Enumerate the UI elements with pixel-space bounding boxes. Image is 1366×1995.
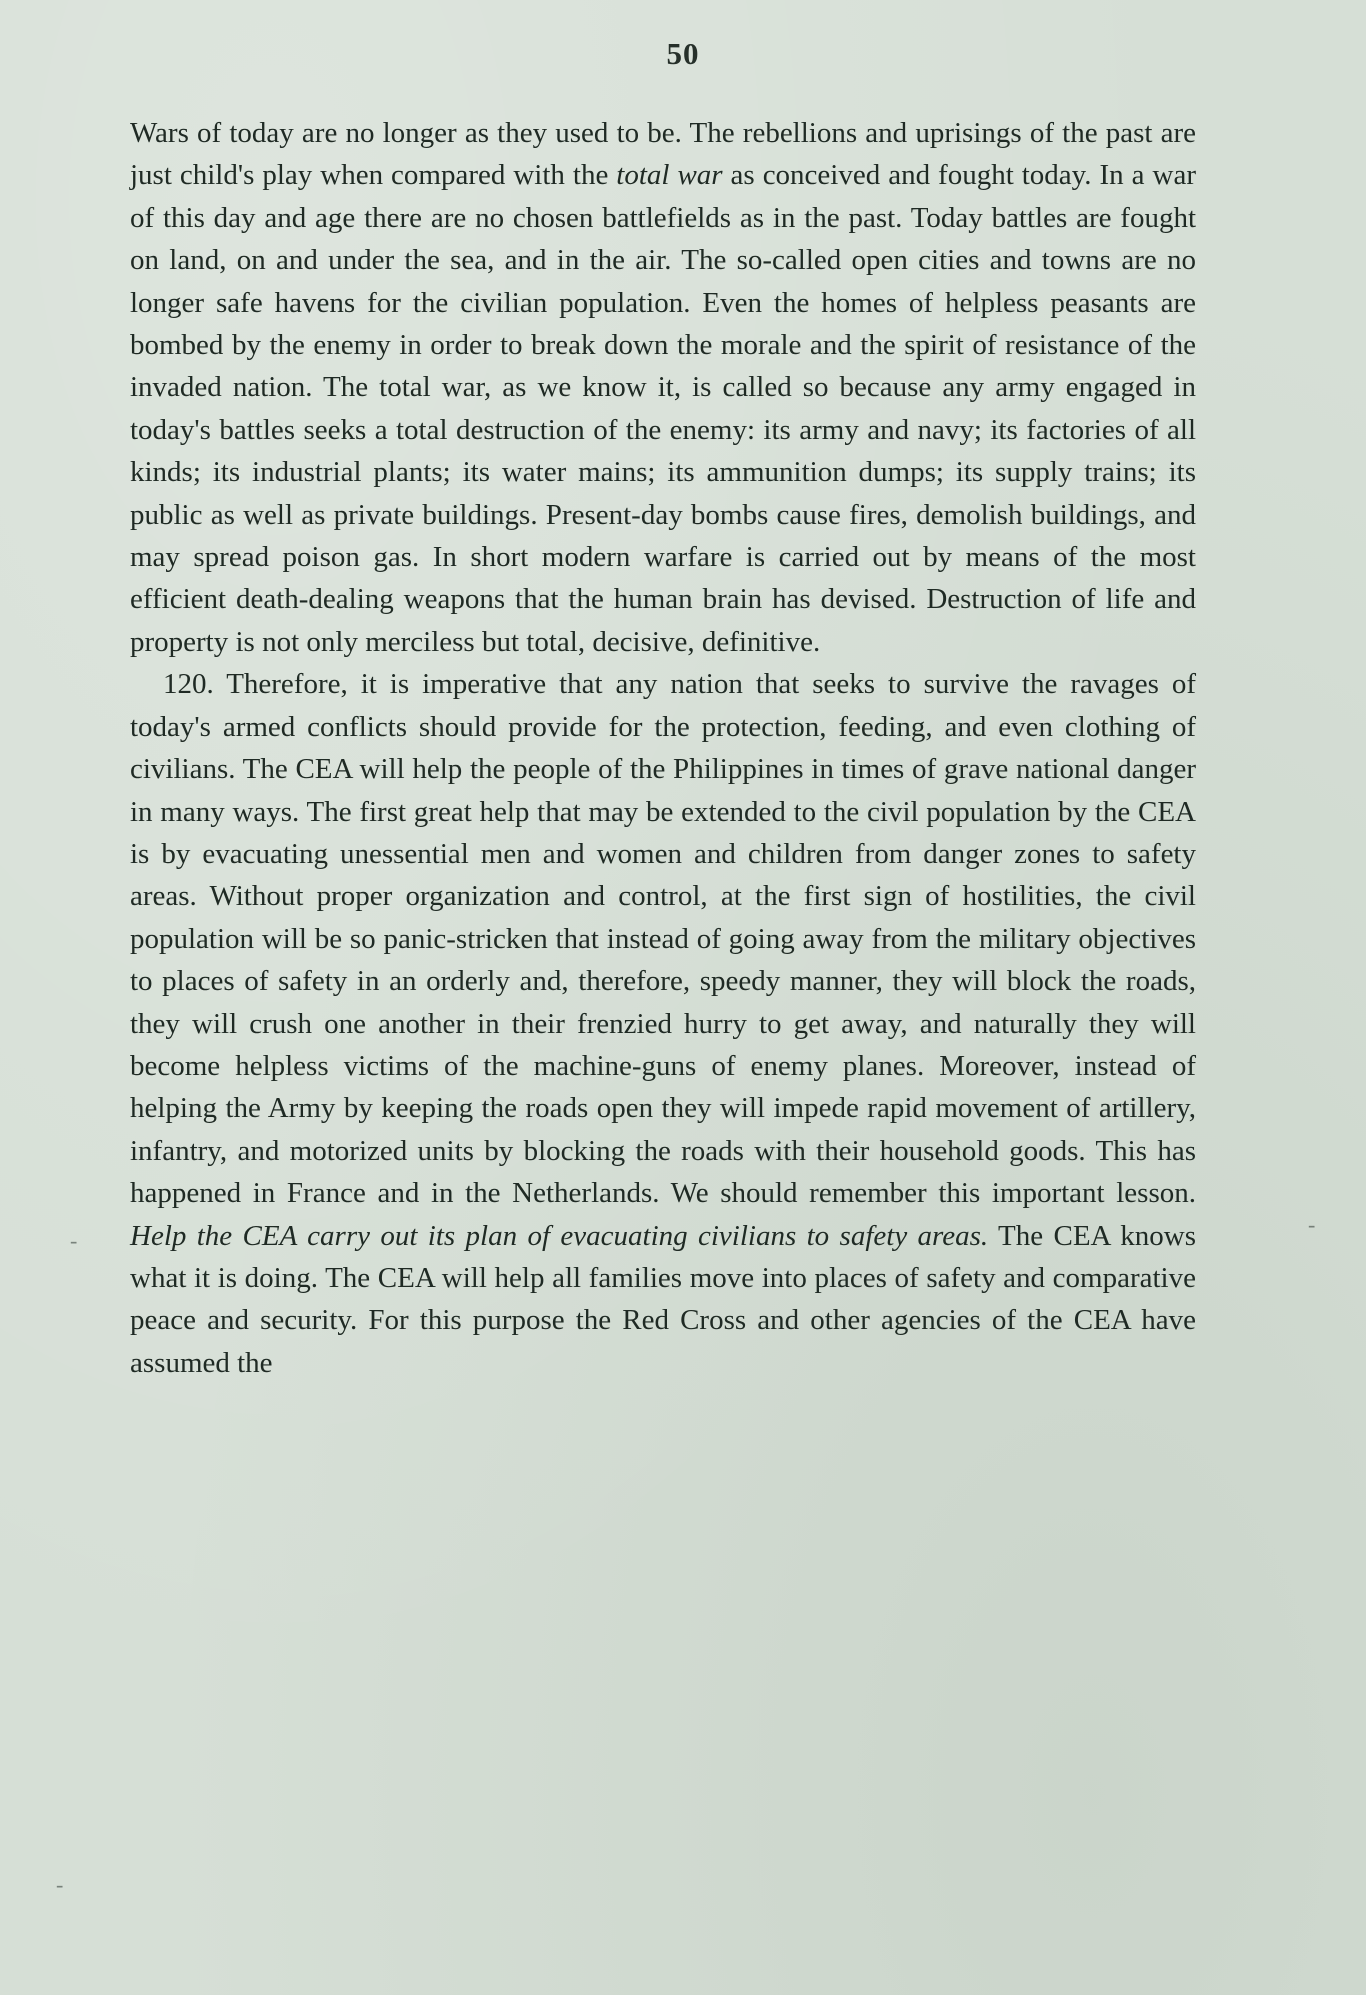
margin-mark: - — [1308, 1212, 1316, 1237]
text-run: Wars of today are no longer as they used to be. The rebellions and uprisings of the past are just child's play when compared with the — [130, 117, 1196, 192]
text-run: 120. Therefore, it is imperative that any nation that seeks to survive the ravages of today's armed conflicts should provide for the protection, feeding, and even clothing of civilians. The CEA will help the people of the Philippines in times of grave national danger in many ways. The first great help that may be extended to the civil population by the CEA is by evacuating unessential men and women and children from danger zones to safety areas. Without proper organization and control, at the first sign of hostilities, the civil population will be so panic-stricken that instead of going away from the military objectives to places of safety in an orderly and, therefore, speedy manner, they will block the roads, they will crush one another in their frenzied hurry to get away, and naturally they will become helpless victims of the machine-guns of enemy planes. Moreover, instead of helping the Army by keeping the roads open they will impede rapid movement of artillery, infantry, and motorized units by blocking the roads with their household goods. This has happened in France and in the Netherlands. We should remember this important lesson. — [130, 668, 1196, 1210]
margin-mark: - — [56, 1872, 64, 1897]
body-text — [130, 112, 1196, 1384]
text-run: as conceived and fought today. In a war of this day and age there are no chosen battlefields as in the past. Today battles are fought on land, on and under the sea, and in the air. The so-called open cities and towns are no longer safe havens for the civilian population. Even the homes of helpless peasants are bombed by the enemy in order to break down the morale and the spirit of resistance of the invaded nation. The total war, as we know it, is called so because any army engaged in today's battles seeks a total destruction of the enemy: its army and navy; its factories of all kinds; its industrial plants; its water mains; its ammunition dumps; its supply trains; its public as well as private buildings. Present-day bombs cause fires, demolish buildings, and may spread poison gas. In short modern warfare is carried out by means of the most efficient death-dealing weapons that the human brain has devised. Destruction of life and property is not only merciless but total, decisive, definitive. — [130, 159, 1196, 658]
page-number: 50 — [666, 36, 700, 71]
paragraph-120 — [130, 663, 1196, 1384]
italic-run: Help the CEA carry out its plan of evacuating civilians to safety areas. — [130, 1219, 989, 1252]
italic-run: total war — [616, 159, 723, 192]
margin-mark: - — [70, 1228, 78, 1253]
paragraph-total-war — [130, 112, 1196, 663]
text-run: The CEA knows what it is doing. The CEA will help all families move into places of safety and comparative peace and security. For this purpose the Red Cross and other agencies of the CEA have assumed the — [130, 1219, 1196, 1379]
